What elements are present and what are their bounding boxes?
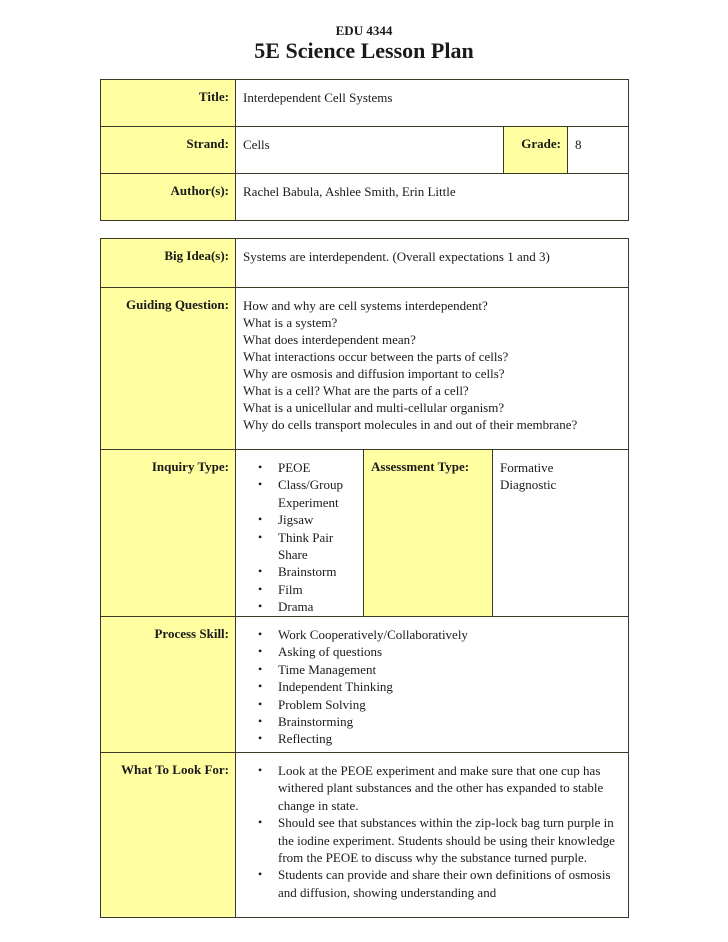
big-idea-row [101, 239, 629, 288]
grade-value: 8 [568, 127, 629, 174]
guiding-questions [236, 288, 629, 450]
grade-label: Grade: [504, 127, 568, 174]
assessment-type: Formative [500, 460, 554, 475]
big-idea-label: Big Idea(s): [101, 239, 236, 288]
assessment-type: Diagnostic [500, 477, 557, 492]
strand-value: Cells [236, 127, 504, 174]
guiding-question: What is a cell? What are the parts of a cell? [243, 383, 469, 398]
guiding-question: What is a system? [243, 315, 338, 330]
authors-value: Rachel Babula, Ashlee Smith, Erin Little [236, 174, 629, 221]
list-item: • Should see that substances within the zip-lock bag turn purple in the iodine experiment. Students should be using their knowledge from the PEOE to discuss why the substance turned purple. [236, 814, 620, 866]
inquiry-type-label: Inquiry Type: [101, 450, 236, 617]
big-idea-value: Systems are interdependent. (Overall expectations 1 and 3) [236, 239, 629, 288]
list-item: • Independent Thinking [236, 678, 622, 695]
assessment-type-label: Assessment Type: [364, 450, 493, 617]
list-item: • Problem Solving [236, 696, 622, 713]
lesson-info-table [100, 79, 629, 221]
list-item: • Brainstorming [236, 713, 622, 730]
course-code: EDU 4344 [335, 23, 393, 38]
lesson-plan-table [100, 238, 629, 918]
guiding-question: What is a unicellular and multi-cellular organism? [243, 400, 505, 415]
guiding-question: What interactions occur between the parts of cells? [243, 349, 509, 364]
list-item: • Think Pair Share [236, 529, 361, 564]
process-skill-list [236, 617, 629, 753]
guiding-question-row [101, 288, 629, 450]
list-item: • Reflecting [236, 730, 622, 747]
list-item: • Work Cooperatively/Collaboratively [236, 626, 622, 643]
list-item: • Students can provide and share their own definitions of osmosis and diffusion, showing understanding and [236, 866, 620, 901]
list-item: • Look at the PEOE experiment and make sure that one cup has withered plant substances and the other has expanded to stable change in state. [236, 762, 620, 814]
assessment-type-values [493, 450, 629, 617]
list-item: • Asking of questions [236, 643, 622, 660]
strand-row [101, 127, 629, 174]
what-to-look-for-list [236, 753, 629, 918]
title-label: Title: [101, 80, 236, 127]
guiding-question: Why are osmosis and diffusion important to cells? [243, 366, 505, 381]
strand-label: Strand: [101, 127, 236, 174]
guiding-question-label: Guiding Question: [101, 288, 236, 450]
process-skill-label: Process Skill: [101, 617, 236, 753]
list-item: • Jigsaw [236, 511, 361, 528]
list-item: • Time Management [236, 661, 622, 678]
list-item: • Class/Group Experiment [236, 476, 361, 511]
authors-label: Author(s): [101, 174, 236, 221]
what-to-look-for-label: What To Look For: [101, 753, 236, 918]
document-title: 5E Science Lesson Plan [254, 38, 474, 63]
title-value: Interdependent Cell Systems [236, 80, 629, 127]
list-item: • Film [236, 581, 361, 598]
process-skill-row [101, 617, 629, 753]
title-row [101, 80, 629, 127]
guiding-question: What does interdependent mean? [243, 332, 416, 347]
guiding-question: Why do cells transport molecules in and out of their membrane? [243, 417, 578, 432]
inquiry-type-list [236, 450, 364, 617]
what-to-look-for-row [101, 753, 629, 918]
list-item: • Drama [236, 598, 361, 615]
list-item: • Brainstorm [236, 563, 361, 580]
authors-row [101, 174, 629, 221]
list-item: • PEOE [236, 459, 361, 476]
inquiry-row [101, 450, 629, 617]
guiding-question: How and why are cell systems interdependent? [243, 298, 488, 313]
